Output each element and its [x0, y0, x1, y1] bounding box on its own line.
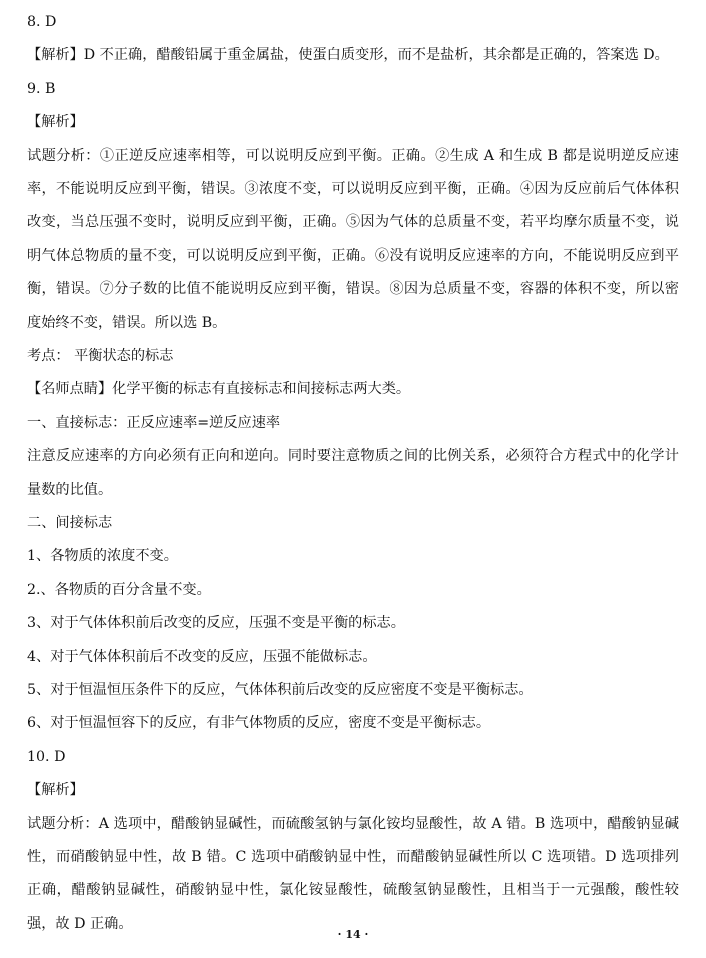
- q9-mingshi-dianjing: 【名师点睛】化学平衡的标志有直接标志和间接标志两大类。: [27, 381, 411, 398]
- document-page: [27, 6, 679, 941]
- q9-answer: 9. B: [27, 80, 56, 97]
- indirect-sign-item: 5、对于恒温恒压条件下的反应，气体体积前后改变的反应密度不变是平衡标志。: [27, 681, 533, 698]
- q9-analysis-paragraph: 试题分析：①正逆反应速率相等，可以说明反应到平衡。正确。②生成 A 和生成 B 都是说明逆反应速率，不能说明反应到平衡，错误。③浓度不变，可以说明反应到平衡，正确。④因为反应前后气体体积改变，当总压强不变时，说明反应到平衡，正确。⑤因为气体的总质量不变，若平均摩尔质量不变，说明气体总物质的量不变，可以说明反应到平衡，正确。⑥没有说明反应速率的方向，不能说明反应到平衡，错误。⑦分子数的比值不能说明反应到平衡，错误。⑧因为总质量不变，容器的体积不变，所以密度始终不变，错误。所以选 B。: [27, 147, 679, 331]
- direct-sign-body: 注意反应速率的方向必须有正向和逆向。同时要注意物质之间的比例关系，必须符合方程式中的化学计量数的比值。: [27, 448, 679, 498]
- q8-analysis: 【解析】D 不正确，醋酸铅属于重金属盐，使蛋白质变形，而不是盐析，其余都是正确的，答案选 D。: [27, 47, 669, 64]
- indirect-sign-title: 二、间接标志: [27, 514, 113, 531]
- page-number: · 14 ·: [337, 928, 369, 941]
- q10-analysis-label: 【解析】: [27, 782, 84, 799]
- indirect-sign-item: 1、各物质的浓度不变。: [27, 548, 178, 565]
- indirect-sign-item: 3、对于气体体积前后改变的反应，压强不变是平衡的标志。: [27, 615, 405, 632]
- indirect-sign-item: 4、对于气体体积前后不改变的反应，压强不能做标志。: [27, 648, 377, 665]
- q9-kaodian: 考点： 平衡状态的标志: [27, 348, 174, 364]
- q9-analysis-label: 【解析】: [27, 114, 84, 131]
- q8-answer: 8. D: [27, 14, 57, 30]
- q10-answer: 10. D: [27, 748, 66, 765]
- direct-sign-title: 一、直接标志：正反应速率=逆反应速率: [27, 414, 281, 431]
- indirect-sign-item: 2.、各物质的百分含量不变。: [27, 581, 211, 598]
- indirect-sign-item: 6、对于恒温恒容下的反应，有非气体物质的反应，密度不变是平衡标志。: [27, 715, 491, 732]
- q10-analysis-paragraph: 试题分析：A 选项中，醋酸钠显碱性，而硫酸氢钠与氯化铵均显酸性，故 A 错。B 选项中，醋酸钠显碱性，而硝酸钠显中性，故 B 错。C 选项中硝酸钠显中性，而醋酸钠显碱性所以 C 选项错。D 选项排列正确，醋酸钠显碱性，硝酸钠显中性，氯化铵显酸性，硫酸氢钠显酸性，且相当于一元强酸，酸性较强，故 D 正确。: [27, 815, 679, 932]
